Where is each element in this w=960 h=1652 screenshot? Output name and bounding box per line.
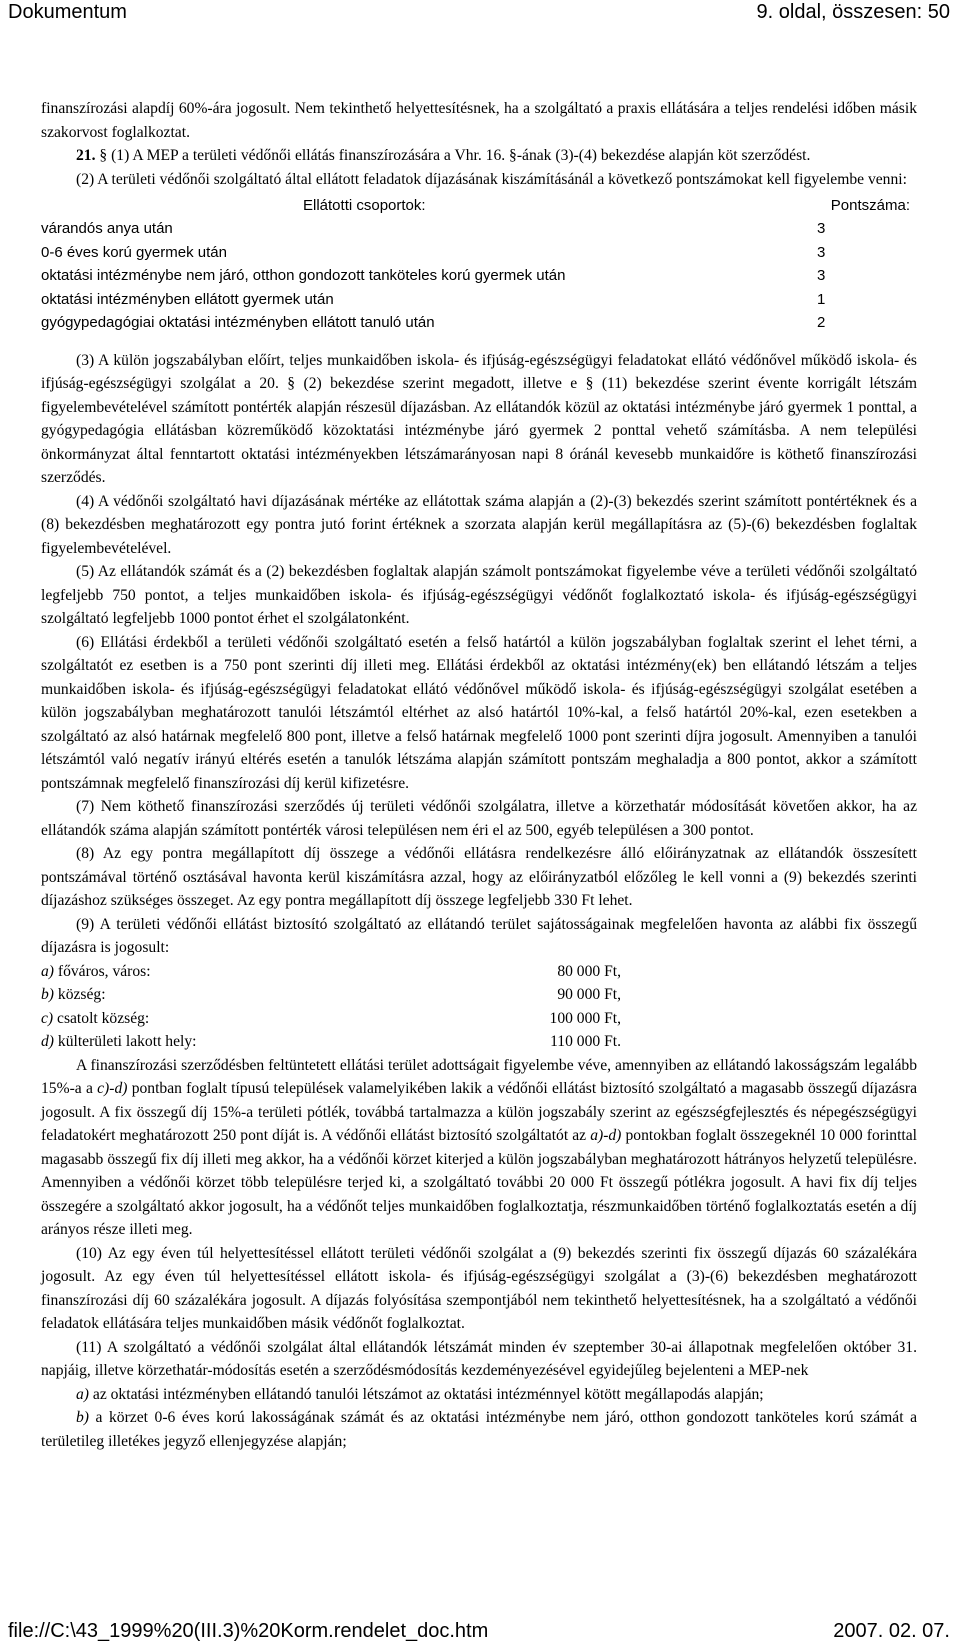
header-points: Pontszáma: [830,197,910,214]
fee-item [41,983,917,1007]
paragraph-9: (9) A területi védőnői ellátást biztosító szolgáltató az ellátandó terület sajátosságainak megfelelően havonta az alábbi fix összegű díjazásra is jogosult: [41,915,917,956]
fee-item [41,960,917,984]
document-title: Dokumentum [8,1,127,23]
item-text: az oktatási intézményben ellátandó tanulói létszámot az oktatási intézménnyel kötött megállapodás alapján; [89,1385,764,1403]
file-path: file://C:\43_1999%20(III.3)%20Korm.rendelet_doc.htm [8,1620,489,1642]
paragraph-11-a [41,1383,917,1407]
text-run: pontban foglalt típusú települések valamelyikében lakik a védőnői ellátást biztosító szolgáltató a magasabb összegű díjazásra jogosult. A fix összegű díj 15%-a területi pótlék, továbbá tartalmazza a külön jogszabály szerint az egészségfejlesztés és népegészségügyi feladatokért meghatározott 250 pont díját is. A védőnői ellátást biztosító szolgáltatót az [41,1080,918,1144]
row-points: 2 [817,314,826,331]
paragraph-4: (4) A védőnői szolgáltató havi díjazásának mértéke az ellátottak száma alapján a (2)-(3) bekezdés szerint számított pontértéknek és a (8) bekezdésben meghatározott egy pontra jutó forint értéknek a szorzata alapján kerül megállapításra az (5)-(6) bekezdésben foglaltak figyelembevételével. [41,492,917,557]
fee-mark: c) [41,1009,54,1027]
row-label: oktatási intézménybe nem járó, otthon gondozott tanköteles korú gyermek után [41,267,566,284]
paragraph-10: (10) Az egy éven túl helyettesítéssel ellátott területi védőnői szolgálat a (9) bekezdés szerinti fix összegű díjazás 60 százalékára jogosult. Az egy éven túl helyettesítéssel ellátott iskola- és ifjúság-egészségügyi szolgálat a (3)-(6) bekezdésben meghatározott finanszírozási díj 60 százalékára jogosult. A díjazás folyósítása szempontjából nem tekinthető helyettesítésnek, ha a szolgáltató a védőnői feladatok ellátására teljes munkaidőben másik védőnőt foglalkoztat. [41,1244,917,1332]
fee-label: külterületi lakott hely: [54,1033,197,1050]
page-footer [0,1616,960,1652]
document-body [41,97,917,1453]
fee-amount: 100 000 Ft, [549,1009,621,1027]
row-label: oktatási intézményben ellátott gyermek után [41,290,334,308]
text-run: A finanszírozási szerződésben feltüntetett ellátási terület adottságait figyelembe véve, amennyiben az ellátandó lakosságszám legalább 15%-a a [41,1056,917,1097]
table-row [41,311,917,335]
paragraph-11: (11) A szolgáltató a védőnői szolgálat által ellátandók létszámát minden év szeptember 30-ai állapotnak megfelelően október 31. napjáig, illetve körzethatár-módosítás esetén a szerződésmódosítás kezdeményezésével egyidejűleg bejelenteni a MEP-nek [41,1338,917,1379]
item-text: a körzet 0-6 éves korú lakosságának számát és az oktatási intézménybe nem járó, otthon gondozott tanköteles korú számát a területileg illetékes jegyző ellenjegyzése alapján; [41,1409,917,1450]
section-number: 21. [76,147,96,164]
fee-amount: 80 000 Ft, [557,962,621,980]
paragraph-6: (6) Ellátási érdekből a területi védőnői szolgáltató esetén a felső határtól a külön jogszabályban foglaltak szerint el lehet térni, a szolgáltatót ez esetben is a 750 pont szerinti díj illeti meg. Ellátási érdekből az oktatási intézmény(ek) ben ellátandó létszám a teljes munkaidőben iskola- és ifjúság-egészségügyi feladatokat ellátó védőnővel működő iskola- és ifjúság-egészségügyi szolgálat esetében a külön jogszabályban meghatározott tanulói létszámtól eltérhet az alsó határtól 10%-kal, a felső határtól 20%-kal, ezen esetekben a szolgáltató az alsó határnak megfelelő 800 pont, illetve a felső határnak megfelelő 1000 pont szerinti díjra jogosult. Amennyiben a tanulói létszámtól való negatív irányú eltérés esetén a tanulók létszáma alapján számított pontszám meghaladja a 800 pontot, akkor a számított pontszámnak megfelelő finanszírozási díj kerül kifizetésre. [41,633,917,792]
header-group: Ellátotti csoportok: [303,197,426,214]
fee-list [41,960,917,1054]
row-points: 1 [817,290,826,308]
point-ref: a)-d) [590,1127,622,1144]
paragraph-3: (3) A külön jogszabályban előírt, teljes munkaidőben iskola- és ifjúság-egészségügyi feladatokat ellátó védőnővel működő iskola- és ifjúság-egészségügyi szolgálat a 20. § (2) bekezdése szerint megadott, illetve e § (11) bekezdése szerint évente korrigált létszám figyelembevételével számított pontérték alapján részesül díjazásban. Az ellátandók közül az oktatási intézménybe járó gyermek 1 ponttal, a gyógypedagógia ellátásban közreműködő közoktatási intézménybe járó gyermek 2 ponttal vehető számításba. A nem települési önkormányzat által fenntartott oktatási intézményekben létszámarányosan napi 8 óránál kevesebb munkaidőre is köthető finanszírozási szerződés. [41,351,917,486]
points-table [41,194,917,335]
fee-label: község: [54,986,106,1003]
row-label: várandós anya után [41,220,173,237]
paragraph-7: (7) Nem köthető finanszírozási szerződés új területi védőnői szolgálatra, illetve a körzethatár módosítását követően akkor, ha az ellátandók száma alapján számított pontérték városi településen nem éri el az 500, egyéb településen a 300 pontot. [41,798,917,839]
points-table-header [41,194,917,217]
table-row [41,288,917,312]
fee-mark: a) [41,962,54,980]
row-points: 3 [817,220,826,237]
row-points: 3 [817,267,826,284]
section-21-text: § (1) A MEP a területi védőnői ellátás finanszírozására a Vhr. 16. §-ának (3)-(4) bekezdése alapján köt szerződést. [95,147,811,164]
point-ref: c)-d) [97,1080,128,1097]
item-mark: a) [76,1385,89,1403]
paragraph-9-continued [41,1054,917,1242]
paragraph-5: (5) Az ellátandók számát és a (2) bekezdésben foglaltak alapján számolt pontszámokat figyelembe véve a területi védőnői szolgáltató legfeljebb 750 pontot, a teljes munkaidőben iskola- és ifjúság-egészségügyi védőnőt foglalkoztató iskola- és ifjúság-egészségügyi szolgáltató legfeljebb 1000 pontot érhet el szolgálatonként. [41,563,917,627]
row-label: gyógypedagógiai oktatási intézményben ellátott tanuló után [41,314,435,331]
fee-label: csatolt község: [53,1009,150,1027]
fee-mark: d) [41,1033,54,1050]
row-points: 3 [817,243,826,261]
paragraph-2: (2) A területi védőnői szolgáltató által ellátott feladatok díjazásának kiszámításánál a következő pontszámokat kell figyelembe venni: [76,170,907,188]
page-counter: 9. oldal, összesen: 50 [756,1,950,23]
table-row [41,217,917,241]
row-label: 0-6 éves korú gyermek után [41,243,227,261]
fee-amount: 110 000 Ft. [550,1033,621,1050]
item-mark: b) [76,1409,89,1426]
fee-amount: 90 000 Ft, [557,986,621,1003]
page-header [0,0,960,34]
table-row [41,241,917,265]
fee-label: főváros, város: [54,962,151,980]
fee-item [41,1030,917,1054]
print-date: 2007. 02. 07. [833,1620,950,1642]
paragraph-8: (8) Az egy pontra megállapított díj összege a védőnői ellátásra rendelkezésre álló előirányzatnak az ellátandók összesített pontszámával történő osztásával havonta kerül kiszámításra azzal, hogy az előirányzatból előzőleg le kell vonni a (9) bekezdés szerinti díjazáshoz szükséges összeget. Az egy pontra megállapított díj összege legfeljebb 330 Ft lehet. [41,845,917,909]
fee-item [41,1007,917,1031]
text-run: pontokban foglalt összegeknél 10 000 forinttal magasabb összegű fix díj illeti meg akkor, ha a védőnői körzet kiterjed a külön jogszabályban meghatározott hátrányos helyzetű településre. Amennyiben a védőnői körzet több településre terjed ki, a szolgáltató további 20 000 Ft összegű pótlékra jogosult. A havi fix díj teljes összegére a szolgáltató akkor jogosult, ha a védőnőt teljes munkaidőben foglalkoztatja, részmunkaidőben történő foglalkoztatás esetén a díj arányos része illeti meg. [41,1127,917,1238]
section-21-paragraph-1 [41,144,917,168]
table-row [41,264,917,288]
paragraph-11-b [41,1406,917,1453]
fee-mark: b) [41,986,54,1003]
paragraph-continuation: finanszírozási alapdíj 60%-ára jogosult. Nem tekinthető helyettesítésnek, ha a szolgáltató a praxis ellátására a teljes rendelési időben másik szakorvost foglalkoztat. [41,100,917,141]
